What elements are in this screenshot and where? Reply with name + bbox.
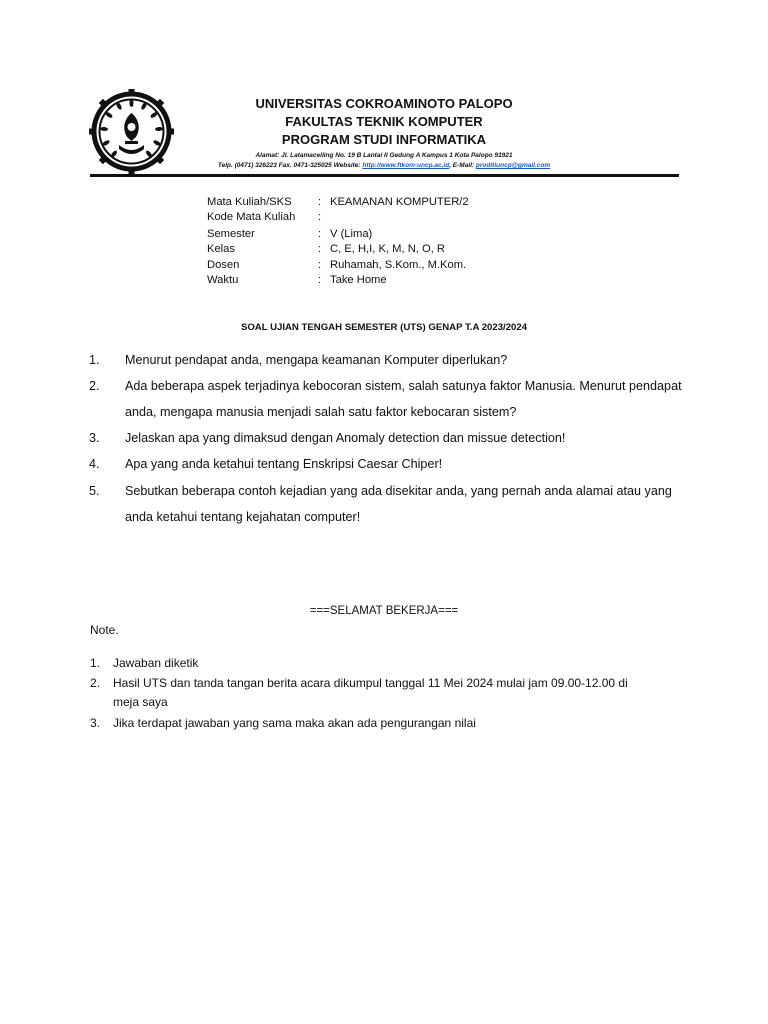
- info-separator: :: [318, 243, 322, 255]
- info-separator: :: [318, 274, 322, 286]
- exam-title: SOAL UJIAN TENGAH SEMESTER (UTS) GENAP T.A 2023/2024: [240, 322, 528, 333]
- note-label: Note.: [90, 623, 119, 637]
- info-value: C, E, H,I, K, M, N, O, R: [330, 243, 445, 255]
- info-separator: :: [318, 211, 322, 223]
- note-text: Jika terdapat jawaban yang sama maka akan ada pengurangan nilai: [113, 716, 476, 730]
- question-text: Jelaskan apa yang dimaksud dengan Anomaly detection dan missue detection!: [125, 431, 566, 445]
- website-link[interactable]: http://www.ftkom-uncp.ac.id: [362, 162, 450, 169]
- question-number: 3.: [89, 431, 100, 445]
- info-label: Waktu: [207, 274, 239, 286]
- contact-line: [0, 162, 768, 169]
- question-text: anda, mengapa manusia menjadi salah satu faktor kebocaran sistem?: [125, 405, 517, 419]
- question-number: 2.: [89, 379, 100, 393]
- note-number: 2.: [90, 676, 101, 690]
- note-number: 3.: [90, 716, 101, 730]
- email-prefix: , E-Mail:: [449, 162, 475, 169]
- info-label: Semester: [207, 228, 255, 240]
- question-number: 5.: [89, 484, 100, 498]
- info-label: Kelas: [207, 243, 235, 255]
- info-value: V (Lima): [330, 228, 373, 240]
- info-value: Take Home: [330, 274, 387, 286]
- question-text: Ada beberapa aspek terjadinya kebocoran sistem, salah satunya faktor Manusia. Menurut pendapat: [125, 379, 682, 393]
- info-label: Kode Mata Kuliah: [207, 211, 296, 223]
- info-label: Dosen: [207, 259, 240, 271]
- note-text: meja saya: [113, 695, 168, 709]
- faculty-name: FAKULTAS TEKNIK KOMPUTER: [285, 114, 483, 129]
- info-separator: :: [318, 259, 322, 271]
- contact-prefix: Telp. (0471) 326223 Fax. 0471-325025 Website:: [217, 162, 361, 169]
- question-text: Apa yang anda ketahui tentang Enskripsi Caesar Chiper!: [125, 457, 443, 471]
- note-number: 1.: [90, 656, 101, 670]
- info-value: Ruhamah, S.Kom., M.Kom.: [330, 259, 467, 271]
- question-text: Sebutkan beberapa contoh kejadian yang ada disekitar anda, yang pernah anda alamai atau yang: [125, 484, 672, 498]
- question-text: Menurut pendapat anda, mengapa keamanan Komputer diperlukan?: [125, 353, 508, 367]
- question-number: 1.: [89, 353, 100, 367]
- info-separator: :: [318, 228, 322, 240]
- program-name: PROGRAM STUDI INFORMATIKA: [281, 132, 487, 147]
- note-text: Jawaban diketik: [113, 656, 199, 670]
- question-text: anda ketahui tentang kejahatan computer!: [125, 510, 361, 524]
- address-line: Alamat: Jl. Latamacelling No. 19 B Lantai II Gedung A Kampus 1 Kota Palopo 91921: [255, 152, 513, 159]
- info-value: KEAMANAN KOMPUTER/2: [330, 196, 469, 208]
- info-label: Mata Kuliah/SKS: [207, 196, 292, 208]
- header-divider: [90, 174, 679, 177]
- question-number: 4.: [89, 457, 100, 471]
- closing-text: ===SELAMAT BEKERJA===: [309, 605, 459, 617]
- note-text: Hasil UTS dan tanda tangan berita acara dikumpul tanggal 11 Mei 2024 mulai jam 09.00-12.00 di: [113, 676, 628, 690]
- university-name: UNIVERSITAS COKROAMINOTO PALOPO: [255, 96, 513, 111]
- email-link[interactable]: proditiuncp@gmail.com: [475, 162, 551, 169]
- info-separator: :: [318, 196, 322, 208]
